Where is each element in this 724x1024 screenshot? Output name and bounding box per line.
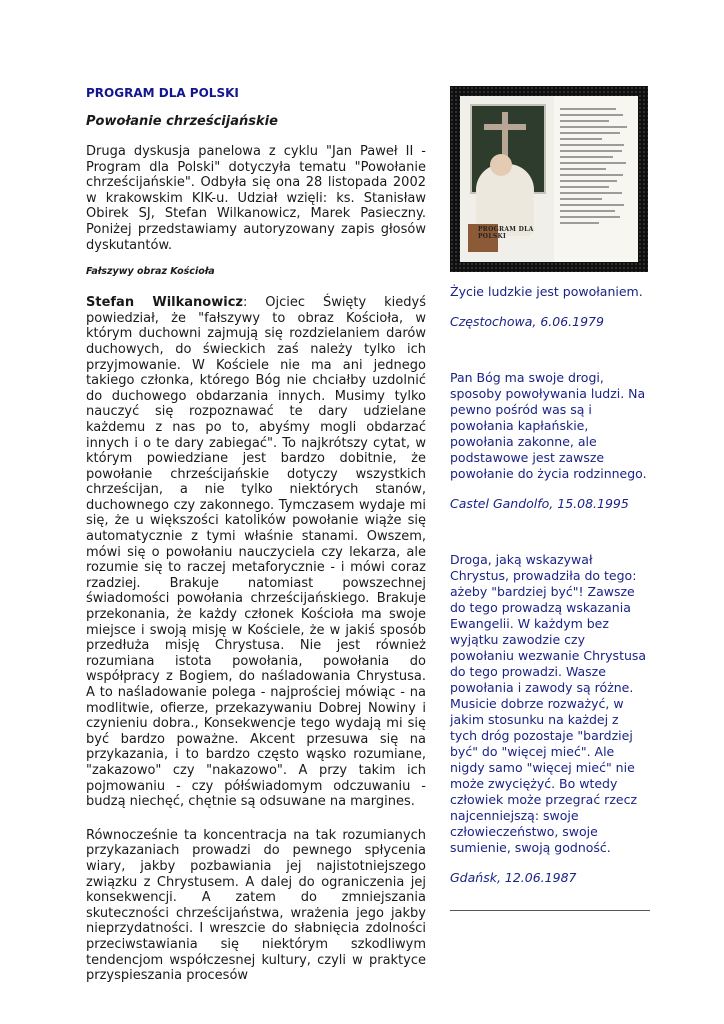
book-cover-photo [450,86,648,272]
book-title: PROGRAM DLA POLSKI [478,226,534,240]
quote-caption: Gdańsk, 12.06.1987 [450,870,577,885]
crucifix-bar [484,124,526,130]
speaker-paragraph [86,295,426,810]
quote-caption: Częstochowa, 6.06.1979 [450,314,604,329]
divider [450,910,650,911]
sidebar [450,86,648,911]
intro-paragraph: Druga dyskusja panelowa z cyklu "Jan Paweł II - Program dla Polski" dotyczyła tematu "Powołanie chrześcijańskie". Odbyła się ona 28 listopada 2002 w krakowskim KIK-u. Udział wzięli: ks. Stanisław Obirek SJ, Stefan Wilkanowicz, Marek Pasieczny. Poniżej przedstawiamy autoryzowany zapis głosów dyskutantów. [86,144,426,253]
article-column [86,82,426,984]
quote-text: Droga, jaką wskazywał Chrystus, prowadziła do tego: ażeby "bardziej być"! Zawsze do tego prowadzą wskazania Ewangelii. W każdym bez wyjątku zawodzie czy powołaniu wezwanie Chrystusa do tego prowadzi. Wasze powołania i zawody są różne. Musicie dobrze rozważyć, w jakim stosunku na każdej z tych dróg pozostaje "bardziej być" do "więcej mieć". Ale nigdy samo "więcej mieć" nie może zwyciężyć. Bo wtedy człowiek może przegrać rzecz najcenniejszą: swoje człowieczeństwo, swoje sumienie, swoją godność. [450,552,647,855]
quote-text: Pan Bóg ma swoje drogi, sposoby powoływania ludzi. Na pewno pośród was są i powołania kapłańskie, powołania zakonne, ale podstawowe jest zawsze powołanie do życia rodzinnego. [450,370,647,481]
subheading: Fałszywy obraz Kościoła [86,266,215,278]
pope-head [490,154,512,176]
page-text-lines [560,108,630,248]
quote-caption: Castel Gandolfo, 15.08.1995 [450,496,629,511]
speaker-text: : Ojciec Święty kiedyś powiedział, że "fałszywy to obraz Kościoła, w którym duchowni zajmują się rozdzielaniem darów duchowych, do świeckich zaś należy tylko ich przyjmowanie. W Kościele nie ma ani jednego takiego członka, którego Bóg nie chciałby uzdolnić do duchowego obdarzania innych. Musimy tylko nauczyć się rozpoznawać te dary udzielane każdemu z nas po to, abyśmy mogli obdarzać innych i o te dary zabiegać". To najkrótszy cytat, w którym powiedziane jest bardzo dobitnie, że powołanie chrześcijańskie dotyczy wszystkich chrześcijan, a nie tylko niektórych stanów, duchownego czy zakonnego. Tymczasem wydaje mi się, że u większości katolików powołanie wiąże się automatycznie z tymi właśnie stanami. Owszem, mówi się o powołaniu nauczyciela czy lekarza, ale rozumie się to raczej metaforycznie - i mówi coraz rzadziej. Brakuje natomiast powszechnej świadomości powołania chrześcijańskiego. Brakuje przekonania, że każdy członek Kościoła ma swoje miejsce i swoją misję w Kościele, że w jakiś sposób przedłuża misję Chrystusa. Nie jest również rozumiana istota powołania, powołania do współpracy z Bogiem, do naśladowania Chrystusa. A to naśladowanie polega - najprościej mówiąc - na modlitwie, ofierze, przekazywaniu Dobrej Nowiny i czynieniu dobra., Konsekwencje tego wydają mi się być bardzo poważne. Akcent przesuwa się na przykazania, i to bardzo często wąsko rozumiane, "zakazowo" czy "nakazowo". A przy takim ich pojmowaniu - czy półświadomym odczuwaniu - budzą niechęć, chętnie są odsuwane na margines. [86,295,426,810]
body-paragraph: Równocześnie ta koncentracja na tak rozumianych przykazaniach prowadzi do pewnego spłycenia wiary, jakby pozbawiania jej najistotniejszego związku z Chrystusem. A dalej do ograniczenia jej konsekwencji. A zatem do zmniejszania skuteczności chrześcijaństwa, wrażenia jego jakby nieprzydatności. I wreszcie do słabnięcia zdolności przeciwstawiania się niektórym szkodliwym tendencjom współczesnej kultury, czyli w praktyce przyspieszania procesów [86,827,426,984]
section-title: PROGRAM DLA POLSKI [86,86,239,100]
article-title: Powołanie chrześcijańskie [86,114,278,129]
speaker-name: Stefan Wilkanowicz [86,295,243,311]
quote-text: Życie ludzkie jest powołaniem. [450,284,643,299]
